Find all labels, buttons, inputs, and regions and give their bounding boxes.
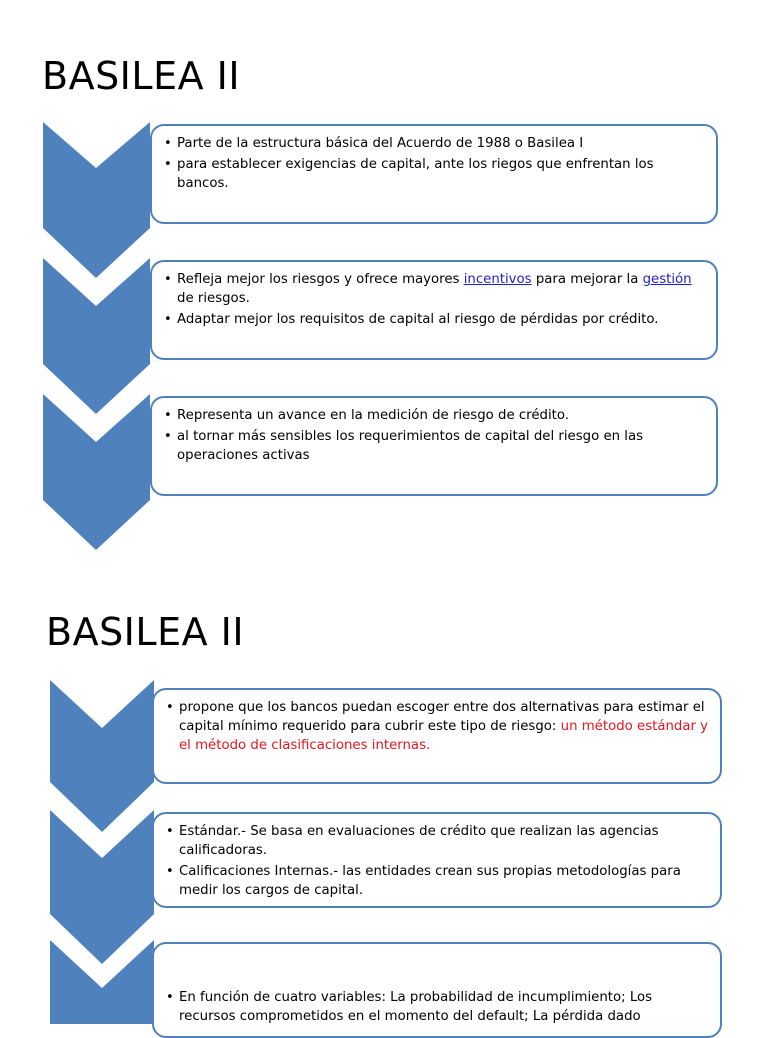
bullet-item (164, 270, 706, 308)
bullet-item (166, 988, 710, 1026)
bullet-list (164, 134, 706, 193)
bullet-list (164, 406, 706, 465)
bullet-item (166, 698, 710, 755)
bullet-text: al tornar más sensibles los requerimientos de capital del riesgo en las operaciones activas (177, 429, 644, 463)
chevron-down-icon (43, 258, 150, 414)
bullet-item (166, 862, 710, 900)
bullet-list (166, 698, 710, 755)
link-incentivos[interactable]: incentivos (463, 272, 532, 287)
chevron-down-icon (50, 810, 154, 964)
bullet-item (164, 134, 706, 153)
bullet-list (164, 270, 706, 329)
bullet-text: para establecer exigencias de capital, ante los riegos que enfrentan los bancos. (177, 157, 654, 191)
bullet-text: Refleja mejor los riesgos y ofrece mayores (177, 272, 464, 287)
bullet-text: Representa un avance en la medición de riesgo de crédito. (177, 408, 570, 423)
bullet-text: para mejorar la (531, 272, 643, 287)
slide-title: BASILEA II (42, 54, 241, 98)
step-box (150, 260, 718, 360)
bullet-text: propone que los bancos puedan escoger entre dos alternativas para estimar el capital mínimo requerido para cubrir este tipo de riesgo: (179, 700, 705, 734)
chevron-down-icon (50, 680, 154, 832)
link-gesti-n[interactable]: gestión (642, 272, 692, 287)
slide-title: BASILEA II (46, 610, 245, 654)
chevron-down-icon (43, 394, 150, 550)
highlighted-text: un método estándar y el método de clasificaciones internas. (179, 719, 709, 753)
bullet-item (164, 406, 706, 425)
bullet-text: Parte de la estructura básica del Acuerdo de 1988 o Basilea I (177, 136, 584, 151)
chevron-down-icon (50, 940, 154, 1024)
bullet-text: de riesgos. (177, 291, 250, 306)
bullet-list (166, 822, 710, 900)
bullet-item (164, 427, 706, 465)
bullet-item (164, 155, 706, 193)
step-box (152, 812, 722, 908)
bullet-text: Adaptar mejor los requisitos de capital al riesgo de pérdidas por crédito. (177, 312, 659, 327)
bullet-text: Estándar.- Se basa en evaluaciones de crédito que realizan las agencias calificadoras. (179, 824, 659, 858)
bullet-item (166, 822, 710, 860)
bullet-list (166, 988, 710, 1026)
bullet-text: En función de cuatro variables: La probabilidad de incumplimiento; Los recursos comprometidos en el momento del default; La pérdida dado (179, 990, 653, 1024)
step-box (152, 688, 722, 784)
step-box (150, 396, 718, 496)
bullet-item (164, 310, 706, 329)
step-box (150, 124, 718, 224)
bullet-text: Calificaciones Internas.- las entidades crean sus propias metodologías para medir los cargos de capital. (179, 864, 681, 898)
chevron-down-icon (43, 122, 150, 278)
